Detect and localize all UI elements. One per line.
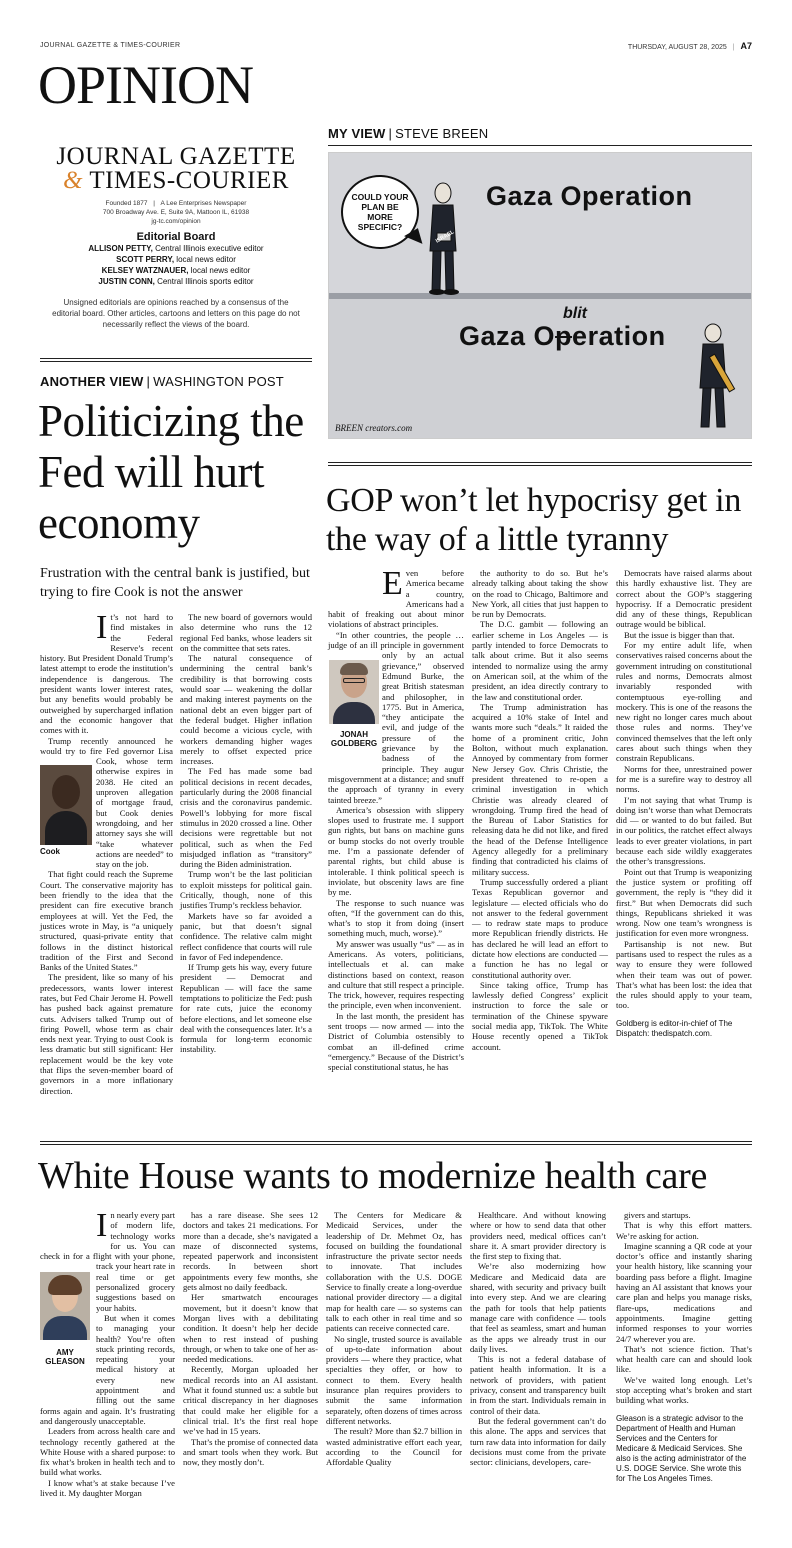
article-paragraph: Democrats have raised alarms about this hardly exhaustive list. They are correct about the GOP’s staggering hypocrisy. If a Democratic president did any of these things, Republican outrage would be biblical. (616, 568, 752, 630)
fed-deck: Frustration with the central bank is justified, but trying to fire Cook is not the answer (40, 566, 310, 600)
health-column-3 (326, 1210, 462, 1467)
kicker-label: ANOTHER VIEW (40, 374, 144, 389)
article-paragraph: That’s the promise of connected data and smart tools when they work. But now, they mostly don’t. (183, 1436, 318, 1468)
article-paragraph: Her smartwatch encourages movement, but it doesn’t know that Morgan lives with a debilitating condition. It doesn’t help her decide when to rest instead of pushing through, or when to take one of her as-needed medications. (183, 1292, 318, 1365)
article-paragraph: But when it comes to managing your health? You’re often stuck printing records, repeating your medical history at every new appointment and filling out the same forms again and again. It’s frustrating and dangerously unacceptable. (40, 1312, 175, 1426)
byline-last-name: GOLDBERG (330, 739, 378, 748)
article-paragraph: Trump successfully ordered a pliant Texas Republican governor and legislature — elected officials who do not answer to the federal government — to redraw state maps to produce more Republican friendly districts. He has declared he will lead an effort to dictate how elections are conducted — a function he has no legal or constitutional authority over. (472, 876, 608, 980)
divider (328, 462, 752, 466)
health-column-1 (40, 1207, 175, 1499)
article-paragraph: Recently, Morgan uploaded her medical records into an AI assistant. What it found stunned us: a subtle but critical discrepancy in her diagnoses that could make her eligible for a clinical trial. It’s the first real hope we’ve had in 15 years. (183, 1364, 318, 1437)
article-paragraph: That fight could reach the Supreme Court. The conservative majority has been friendly to the idea that the president can fire executive branch employees at will. Yet the Fed, the justices wrote in May, is “a uniquely structured, quasi-private entity that follows in the distinct historical tradition of the First and Second Banks of the United States.” (40, 869, 173, 973)
gop-column-3 (616, 568, 752, 1039)
article-paragraph: Leaders from across health care and technology recently gathered at the White House with a shared purpose: to fix what’s broken in health tech and to build what works. (40, 1426, 175, 1478)
board-member-role: local news editor (174, 255, 236, 264)
website[interactable]: jg-tc.com/opinion (151, 218, 201, 225)
article-paragraph: Partisanship is not new. But partisans used to respect the rules as a way to ensure they were followed when their team was out of power. That’s what has been lost: the idea that the rules should apply to your team, too. (616, 938, 752, 1011)
board-member-role: Central Illinois sports editor (154, 277, 254, 286)
panel2-struck-letter: p (555, 321, 573, 351)
masthead-line2: TIMES-COURIER (89, 167, 289, 194)
byline-last-name: GLEASON (45, 1357, 85, 1366)
board-member-role: Central Illinois executive editor (152, 244, 264, 253)
page-number: A7 (740, 41, 752, 51)
byline-first-name: AMY (56, 1348, 74, 1357)
article-paragraph: I’m not saying that what Trump is doing isn’t worse than what Democrats did — or wanted to do but failed. But in our politics, the ratchet effect always leads to ever greater violations, in part because each side wildly exaggerates the other’s transgressions. (616, 794, 752, 867)
divider (40, 358, 312, 362)
article-paragraph: No single, trusted source is available of up-to-date information about providers — where they practice, what specialties they offer, or how to connect to them. Every health insurance plan requires providers to submit the same information separately, often dozens of times across different networks. (326, 1333, 462, 1426)
netanyahu-pencil-figure (691, 323, 741, 433)
board-member (40, 265, 312, 276)
gop-headline: GOP won’t let hypocrisy get in the way of a little tyranny (326, 482, 742, 558)
board-member-name: SCOTT PERRY, (116, 255, 175, 264)
health-column-5 (616, 1210, 752, 1484)
article-paragraph: For my entire adult life, when conservatives raised concerns about the government intruding on constitutional rules and norms, Democrats almost invariably responded with contemptuous eye-rolling and mockery. This is one of the reasons the new right no longer cares much about those rules and norms. They’ve convinced themselves that the left only cares about such things when they constrain Republicans. (616, 640, 753, 764)
board-member (40, 243, 312, 254)
health-headline: White House wants to modernize health care (38, 1155, 708, 1197)
article-paragraph: givers and startups. (624, 1210, 691, 1220)
article-paragraph: the authority to do so. But he’s already talking about taking the show on the road to Chicago, Baltimore and New York, all cities that just happen to be run by Democrats. (472, 568, 608, 620)
header-date-block: THURSDAY, AUGUST 28, 2025 | A7 (627, 41, 752, 51)
masthead-ampersand: & (63, 167, 84, 194)
article-paragraph: The result? More than $2.7 billion in wasted administrative effort each year, according to the Council for Affordable Quality (326, 1426, 462, 1468)
article-paragraph: The Fed has made some bad political decisions in recent decades, particularly during the 2008 financial crisis and the coronavirus pandemic. Powell’s lobbying for more fiscal stimulus in 2020 crossed a line. Other decisions were regrettable but not political, such as when the Fed misjudged inflation as “transitory” during the Biden administration. (180, 766, 312, 870)
article-paragraph: We’re also modernizing how Medicare and Medicaid data are shared, with security and privacy built into every step. And we are clearing the path for tools that help patients manage care with confidence — tools that feel as seamless, smart and human as the apps we already trust in our daily lives. (470, 1261, 606, 1354)
article-paragraph: If Trump gets his way, every future president — Democrat and Republican — will face the same temptations to politicize the Fed: push for rate cuts, juice the economy before elections, and let someone else deal with the consequences later. It’s a formula for long-term economic instability. (180, 962, 312, 1055)
article-paragraph: The new board of governors would also determine who runs the 12 regional Fed banks, whose leaders sit on the committee that sets rates. (180, 612, 312, 653)
panel2-insert: blit (563, 305, 587, 322)
article-paragraph: It’s not hard to find mistakes in the Federal Reserve’s recent history. But President Donald Trump’s latest attempt to erode the institution’s independence is dangerous. The president wants lower interest rates, but any benefits would probably be outweighed by supercharged inflation and the economic hangover that comes with it. (40, 609, 173, 736)
cartoon-signature: BREEN creators.com (335, 423, 413, 433)
publisher: A Lee Enterprises Newspaper (160, 200, 247, 207)
board-member-name: ALLISON PETTY, (88, 244, 153, 253)
masthead-line1: JOURNAL GAZETTE (56, 143, 296, 170)
article-paragraph: I know what’s at stake because I’ve lived it. My daughter Morgan (40, 1477, 175, 1499)
divider (328, 145, 752, 146)
article-paragraph: The president, like so many of his predecessors, wants lower interest rates, but Fed Chair Jerome H. Powell has pushed back against premature cuts. Advisers talked Trump out of firing Powell, whose term as chair ends next year. Trying to oust Cook is less dramatic but still significant: Her replacement would be the key vote that flips the seven-member board of governors in a more inflationary direction. (40, 972, 173, 1096)
editorial-board-list (40, 243, 312, 287)
article-paragraph: This is not a federal database of patient health information. It is a network of providers, with patient privacy, consent and transparency built in from the start. Individuals remain in control of their data. (470, 1354, 606, 1416)
panel1-title: Gaza Operation (486, 181, 693, 211)
article-paragraph: Point out that Trump is weaponizing the justice system or profiting off government, the reply is “they did it first.” But when Democrats did such things, Republicans shrieked it was wrong. Now one team’s wrongness is justification for even more wrongness. (616, 866, 752, 939)
article-paragraph: In the last month, the president has sent troops — now armed — into the District of Columbia ostensibly to combat an ill-defined crime “emergency.” Because of the District’s special constitutional status, he has (328, 1010, 464, 1073)
cartoonist: STEVE BREEN (395, 126, 489, 141)
article-paragraph: Since taking office, Trump has lawlessly defied Congress’ explicit instruction to force the sale or termination of the Chinese spyware social media app, TikTok. The White House recently opened a TikTok account. (472, 979, 608, 1052)
header-date: THURSDAY, AUGUST 28, 2025 (627, 44, 727, 51)
article-paragraph: has a rare disease. She sees 12 doctors and takes 21 medications. For more than a decade, she’s navigated a maze of disconnected systems, repeated paperwork and inconsistent records. In between short appointments every few months, she gets almost no daily feedback. (183, 1210, 318, 1293)
health-column-2 (183, 1210, 318, 1467)
gop-column-2 (472, 568, 608, 1052)
board-member (40, 254, 312, 265)
article-paragraph: But the issue is bigger than that. (624, 629, 735, 640)
fed-headline: Politicizing the Fed will hurt economy (38, 396, 304, 548)
article-paragraph: The natural consequence of undermining the central bank’s credibility is that borrowing costs would soar — weakening the dollar and making interest payments on the national debt an even bigger part of the federal budget. Higher inflation could become a vicious cycle, with workers demanding higher wages merely to offset expected price increases. (180, 653, 312, 767)
article-paragraph: Even before America became a country, Americans had a habit of freaking out about minor violations of abstract principles. (328, 565, 464, 630)
editorial-board-title: Editorial Board (136, 231, 216, 243)
article-paragraph: But the federal government can’t do this alone. The apps and services that turn raw data into information for daily decisions must come from the private sector: clinicians, developers, care- (470, 1415, 606, 1468)
speech-bubble-text: COULD YOUR PLAN BE MORE SPECIFIC? (351, 192, 409, 232)
article-paragraph: Trump won’t be the last politician to exploit missteps for political gain. Critically, though, none of this justifies Trump’s reckless behavior. (180, 869, 312, 911)
article-paragraph: That’s not science fiction. That’s what health care can and should look like. (616, 1343, 752, 1375)
article-paragraph: The Trump administration has acquired a 10% stake of Intel and wants more such “deals.” It raided the home of a prominent critic, John Bolton, without much explanation. Annoyed by commentary from former New Jersey Gov. Chris Christie, the president threatened to re-open a criminal investigation in which Christie was already cleared of wrongdoing. Trump fired the head of the Bureau of Labor Statistics for releasing data he did not like, and fired the head of the Defense Intelligence Agency allegedly for a preliminary finding that contradicted his claims of military success. (472, 701, 608, 877)
header-paper-name: JOURNAL GAZETTE & TIMES-COURIER (40, 42, 181, 49)
board-member-name: JUSTIN CONN, (98, 277, 155, 286)
health-tagline: Gleason is a strategic advisor to the Department of Health and Human Services and the Centers for Medicare & Medicaid Services. She also is the acting administrator of the U.S. DOGE Service. She wrote this for The Los Angeles Times. (616, 1413, 747, 1483)
board-member-role: local news editor (188, 266, 251, 275)
my-view-label: MY VIEW (328, 126, 386, 141)
editorial-disclaimer: Unsigned editorials are opinions reached by a consensus of the editorial board. Other articles, cartoons and letters on this page do not necessarily reflect the views of the board. (52, 298, 300, 329)
article-paragraph: In nearly every part of modern life, technology works for us. You can check in for a flight with your phone, track your heart rate in real time or get personalized grocery suggestions based on your habits. (40, 1207, 175, 1313)
article-paragraph: My answer was usually “us” — as in Americans. As voters, politicians, intellectuals et al. can make distinctions based on context, reason and culture that still respect a principle. The trick, however, requires respecting the principle, even when inconvenient. (328, 938, 464, 1011)
article-paragraph: America’s obsession with slippery slopes used to frustrate me. I support gun rights, but bans on machine guns or bump stocks do not overly trouble me. I’m a passionate defender of parental rights, but child abuse is intolerable. I think political speech is inviolate, but obscenity laws are fine by me. (328, 804, 464, 898)
gop-column-1 (328, 565, 464, 1073)
cook-caption: Cook (40, 847, 60, 856)
article-paragraph: The Centers for Medicare & Medicaid Services, under the leadership of Dr. Mehmet Oz, has focused on building the foundational infrastructure the private sector needs to innovate. That includes collaboration with the U.S. DOGE Service to finally create a long-overdue national provider directory — a digital map for health care — so systems can talk to each other in real time and so patients can receive connected care. (326, 1210, 462, 1334)
masthead: JOURNAL GAZETTE & TIMES-COURIER Founded 1877 | A Lee Enterprises Newspaper 700 Broadway Ave. E, Suite 9A, Mattoon IL, 61938 jg-tc.com/opinion Editorial Board ALLISON PETTY, Central Illinois executive editor SCOTT PERRY, local news editor KELSEY WATZNAUER, local news editor JUSTIN CONN, Central Illinois sports editor Unsigned editorials are opinions reached by a consensus of the editorial board. Other articles, cartoons and letters on this page do not necessarily reflect the views of the board. (40, 145, 312, 330)
section-title: OPINION (38, 55, 253, 115)
article-paragraph: Markets have so far avoided a panic, but that doesn’t signal confidence. The relative calm might reflect confidence that courts will rule in favor of Fed independence. (180, 910, 312, 962)
byline-first-name: JONAH (339, 730, 368, 739)
drop-cap: I (96, 1207, 108, 1244)
article-paragraph: The response to such nuance was often, “If the government can do this, what’s to stop it from doing (insert something much, much, worse).” (328, 897, 464, 939)
editorial-cartoon (328, 152, 752, 439)
article-paragraph: “In other countries, the people … judge of an ill principle in government only by an actual grievance,” observed Edmund Burke, the great British statesman and philosopher, in 1775. But in America, “they anticipate the evil, and judge of the pressure of the grievance by the badness of the principle. They augur misgovernment at a distance; and snuff the approach of tyranny in every tainted breeze.” (328, 629, 464, 805)
health-column-4 (470, 1210, 606, 1467)
article-paragraph: The D.C. gambit — following an earlier scheme in Los Angeles — is partly intended to force Democrats to talk about crime. But it also seems intended to normalize using the army on American soil, at the whim of the president, an idea directly contrary to the law and constitutional order. (472, 619, 608, 702)
article-paragraph: Norms for thee, unrestrained power for me is a surefire way to destroy all norms. (616, 763, 752, 795)
article-paragraph: Imagine scanning a QR code at your doctor’s office and instantly sharing your health history, like scanning your boarding pass before a flight. Imagine having an AI assistant that knows your care plan and helps you manage risks, flare-ups, medications and appointments. Imagine getting informed responses to your worries 24/7 wherever you are. (616, 1240, 752, 1344)
fed-column-2 (180, 612, 312, 1055)
founded: Founded 1877 (105, 200, 148, 207)
panel2-title (459, 321, 666, 352)
article-paragraph: We’ve waited long enough. Let’s stop accepting what’s broken and start building what works. (616, 1374, 752, 1406)
drop-cap: I (96, 609, 108, 646)
board-member-name: KELSEY WATZNAUER, (101, 266, 189, 275)
board-member (40, 276, 312, 287)
kicker-source: WASHINGTON POST (153, 374, 284, 389)
article-paragraph: Trump recently announced he would try to fire Fed governor Lisa Cook, whose term otherwise expires in 2038. He cited an unproven allegation of mortgage fraud, but Cook denies wrongdoing, and her attorney says she will “take whatever actions are needed” to stay on the job. (40, 735, 173, 870)
another-view-kicker: ANOTHER VIEW | WASHINGTON POST (40, 374, 284, 389)
address: 700 Broadway Ave. E, Suite 9A, Mattoon IL, 61938 (102, 209, 250, 216)
article-paragraph: Healthcare. And without knowing where or how to send data that other providers need, medical offices can’t share it. A smart provider directory is the first step to fixing that. (470, 1210, 606, 1262)
panel2-text-a: Gaza O (459, 321, 556, 351)
drop-cap: E (382, 565, 403, 602)
my-view-kicker: MY VIEW | STEVE BREEN (328, 126, 489, 141)
article-paragraph: That is why this effort matters. We’re asking for action. (616, 1220, 752, 1241)
gop-tagline: Goldberg is editor-in-chief of The Dispatch: thedispatch.com. (616, 1018, 733, 1038)
fed-column-1 (40, 609, 173, 1096)
panel2-text-b: eration (572, 321, 666, 351)
divider (40, 1141, 752, 1145)
armband-text: ISRAEL (434, 229, 456, 245)
